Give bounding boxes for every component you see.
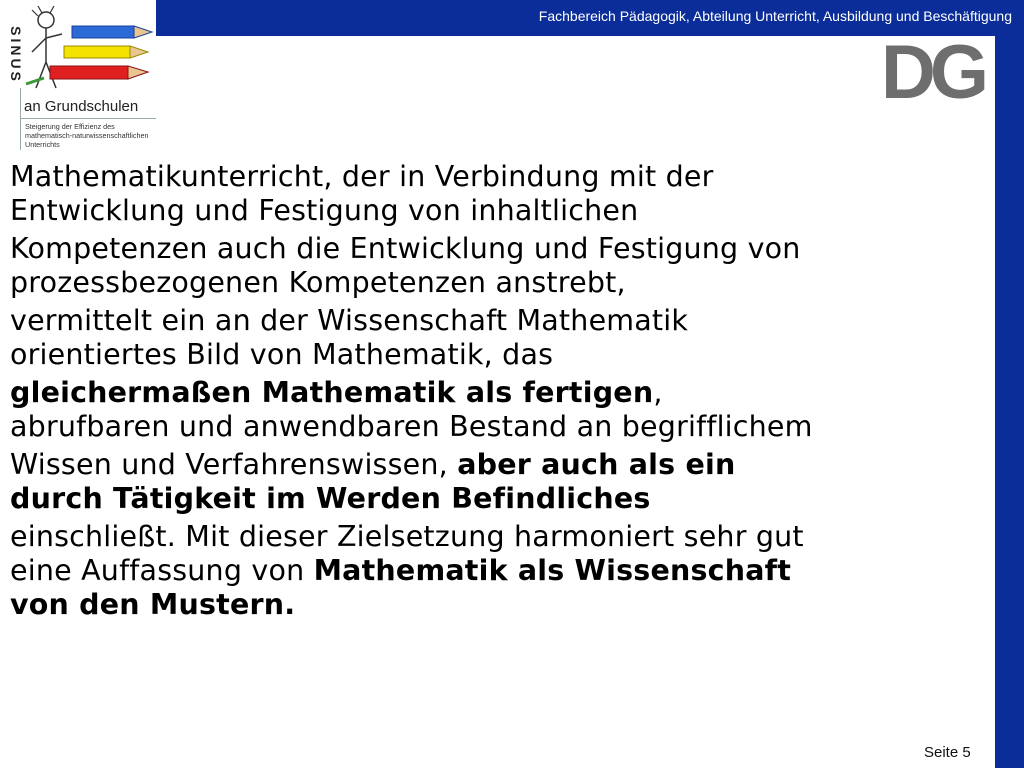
- text-line: [10, 588, 990, 622]
- bold-phrase: Mathematik als Wissenschaft: [313, 554, 792, 587]
- bold-phrase: gleichermaßen Mathematik als fertigen: [10, 376, 654, 409]
- department-title: Fachbereich Pädagogik, Abteilung Unterricht, Ausbildung und Beschäftigung: [538, 8, 1012, 24]
- dg-logo: [881, 30, 995, 115]
- page-number: Seite 5: [924, 744, 971, 761]
- text-line: einschließt. Mit dieser Zielsetzung harmoniert sehr gut: [10, 520, 804, 553]
- logo-divider-horizontal: [20, 118, 156, 119]
- text-line: vermittelt ein an der Wissenschaft Mathematik: [10, 304, 689, 337]
- text-fragment: ,: [653, 376, 663, 409]
- text-line: Kompetenzen auch die Entwicklung und Festigung von: [10, 232, 801, 265]
- slide-body-text: [10, 160, 990, 622]
- text-line: [10, 554, 990, 588]
- logo-title: an Grundschulen: [24, 98, 139, 115]
- text-line: [10, 448, 990, 482]
- logo-subtitle-line: Steigerung der Effizienz des: [25, 122, 115, 131]
- logo-divider-vertical: [20, 88, 21, 150]
- bold-phrase: aber auch als ein: [457, 448, 736, 481]
- text-line: Entwicklung und Festigung von inhaltlichen: [10, 194, 639, 227]
- text-line: [10, 376, 990, 410]
- text-line: abrufbaren und anwendbaren Bestand an begrifflichem: [10, 410, 813, 443]
- bold-phrase: durch Tätigkeit im Werden Befindliches: [10, 482, 651, 515]
- logo-subtitle-line: Unterrichts: [25, 140, 60, 149]
- text-fragment: eine Auffassung von: [10, 554, 314, 587]
- side-bar: [995, 36, 1024, 768]
- bold-phrase: von den Mustern.: [10, 588, 296, 621]
- text-line: prozessbezogenen Kompetenzen anstrebt,: [10, 266, 626, 299]
- text-line: orientiertes Bild von Mathematik, das: [10, 338, 554, 371]
- text-fragment: Wissen und Verfahrenswissen,: [10, 448, 458, 481]
- sinus-vertical-text: [0, 10, 22, 100]
- logo-subtitle: [25, 122, 155, 149]
- pencils-figure-icon: [22, 4, 156, 98]
- sinus-logo: [0, 0, 156, 152]
- svg-text:SINUS: SINUS: [8, 26, 24, 84]
- logo-subtitle-line: mathematisch-naturwissenschaftlichen: [25, 131, 149, 140]
- text-line: [10, 482, 990, 516]
- text-line: Mathematikunterricht, der in Verbindung mit der: [10, 160, 714, 193]
- svg-text:DG: DG: [881, 30, 983, 115]
